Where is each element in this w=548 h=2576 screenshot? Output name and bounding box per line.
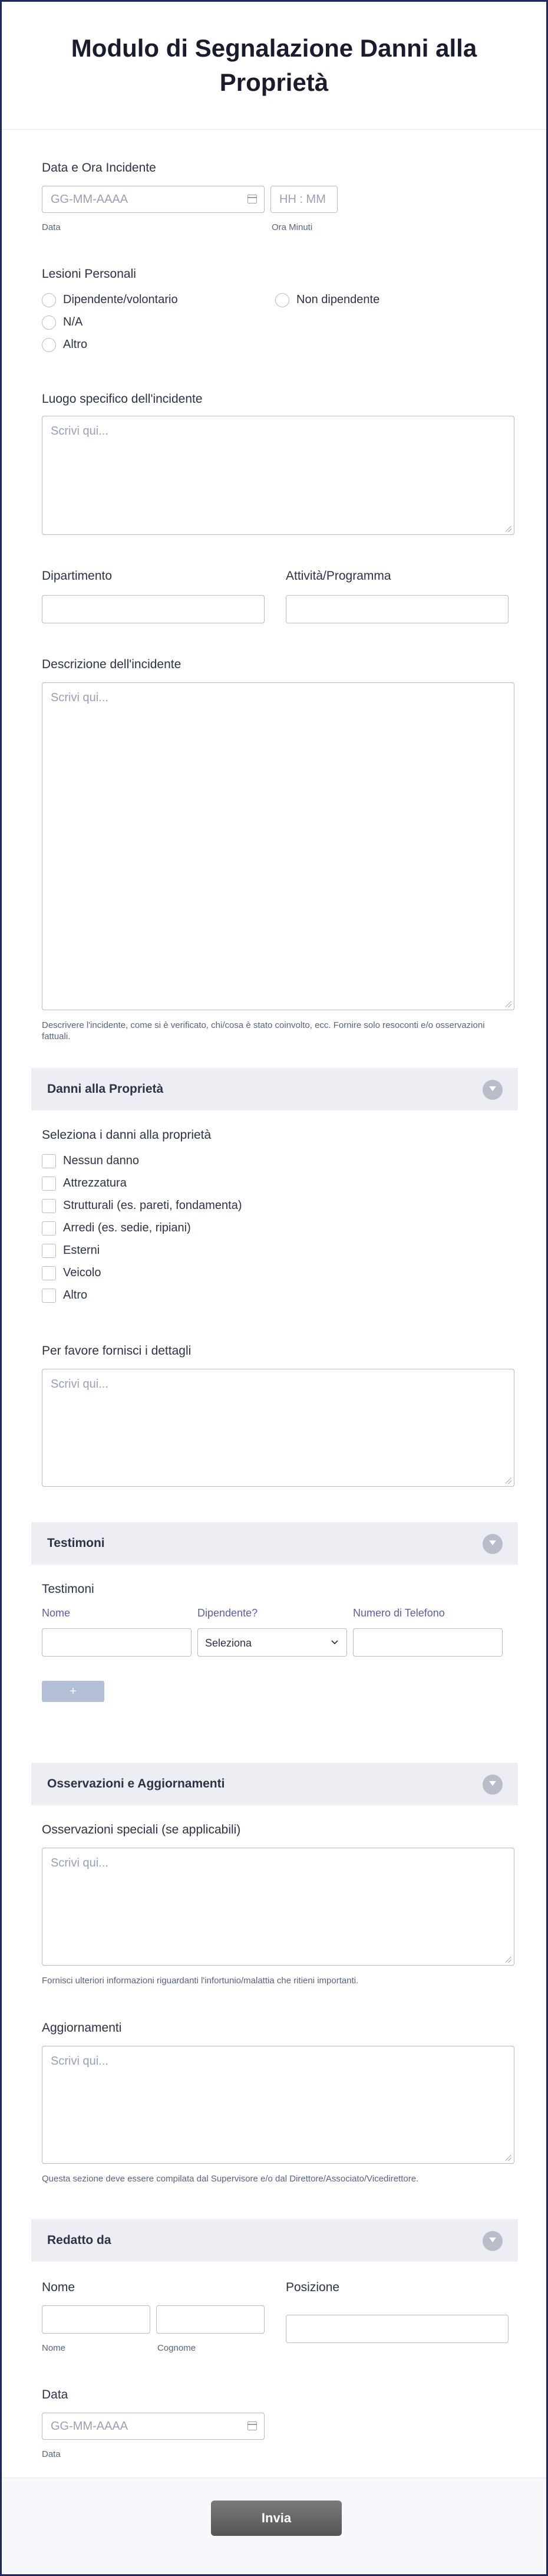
witness-col-phone: Numero di Telefono xyxy=(353,1607,445,1619)
location-label: Luogo specifico dell'incidente xyxy=(42,392,203,406)
header-divider xyxy=(2,129,546,130)
witnesses-label: Testimoni xyxy=(42,1582,94,1596)
chevron-down-icon[interactable] xyxy=(483,1775,503,1795)
checkbox-structural[interactable] xyxy=(42,1199,56,1213)
chevron-down-icon[interactable] xyxy=(483,1534,503,1554)
resize-handle[interactable] xyxy=(506,2155,511,2161)
description-help-line1: Descrivere l'incidente, come si è verificato, chi/cosa è stato coinvolto, ecc. Fornire solo resoconti e/o osservazioni xyxy=(42,1020,485,1030)
checkbox-furniture[interactable] xyxy=(42,1221,56,1236)
description-help-line2: fattuali. xyxy=(42,1031,71,1041)
checkbox-exterior[interactable] xyxy=(42,1244,56,1258)
witness-col-name: Nome xyxy=(42,1607,71,1619)
time-placeholder: HH : MM xyxy=(279,193,326,206)
section-witnesses-title: Testimoni xyxy=(47,1536,105,1550)
description-help xyxy=(42,1020,485,1042)
date-sublabel: Data xyxy=(42,222,61,232)
section-author-header[interactable] xyxy=(31,2219,518,2262)
author-last-name-input[interactable] xyxy=(156,2305,265,2334)
checkbox-other-label: Altro xyxy=(63,1289,88,1302)
witness-name-input[interactable] xyxy=(42,1628,192,1657)
page-title xyxy=(2,31,546,100)
chevron-down-icon[interactable] xyxy=(483,2231,503,2251)
section-damage-header[interactable] xyxy=(31,1068,518,1110)
witness-col-employee: Dipendente? xyxy=(197,1607,258,1619)
location-textarea[interactable] xyxy=(42,416,514,535)
radio-na[interactable] xyxy=(42,316,56,330)
resize-handle[interactable] xyxy=(506,526,511,532)
section-author-title: Redatto da xyxy=(47,2233,111,2247)
location-placeholder: Scrivi qui... xyxy=(51,425,108,438)
add-witness-button[interactable]: + xyxy=(42,1681,104,1702)
updates-placeholder: Scrivi qui... xyxy=(51,2055,108,2068)
updates-label: Aggiornamenti xyxy=(42,2021,122,2035)
radio-other-label: Altro xyxy=(63,338,88,351)
radio-employee-label: Dipendente/volontario xyxy=(63,293,178,306)
radio-other[interactable] xyxy=(42,338,56,352)
author-position-label: Posizione xyxy=(286,2281,340,2294)
witness-phone-input[interactable] xyxy=(353,1628,503,1657)
date-placeholder: GG-MM-AAAA xyxy=(51,193,128,206)
calendar-icon[interactable] xyxy=(247,195,257,203)
author-first-name-input[interactable] xyxy=(42,2305,150,2334)
damage-label: Seleziona i danni alla proprietà xyxy=(42,1128,212,1142)
notes-help: Fornisci ulteriori informazioni riguardanti l'infortunio/malattia che ritieni importanti. xyxy=(42,1976,359,1986)
checkbox-vehicle[interactable] xyxy=(42,1266,56,1280)
checkbox-no-damage-label: Nessun danno xyxy=(63,1154,139,1167)
author-last-sublabel: Cognome xyxy=(157,2343,196,2353)
page-title-line1: Modulo di Segnalazione Danni alla xyxy=(71,34,477,62)
checkbox-no-damage[interactable] xyxy=(42,1154,56,1168)
notes-placeholder: Scrivi qui... xyxy=(51,1857,108,1869)
checkbox-furniture-label: Arredi (es. sedie, ripiani) xyxy=(63,1221,191,1234)
time-sublabel: Ora Minuti xyxy=(272,222,313,232)
updates-textarea[interactable] xyxy=(42,2046,514,2164)
radio-employee[interactable] xyxy=(42,293,56,307)
resize-handle[interactable] xyxy=(506,1001,511,1007)
incident-time-input[interactable] xyxy=(270,186,338,213)
author-position-input[interactable] xyxy=(286,2315,509,2343)
page-title-line2: Proprietà xyxy=(219,68,329,96)
checkbox-vehicle-label: Veicolo xyxy=(63,1266,101,1279)
witness-select-value: Seleziona xyxy=(205,1637,252,1649)
department-label: Dipartimento xyxy=(42,569,113,583)
chevron-down-icon[interactable] xyxy=(483,1080,503,1100)
activity-label: Attività/Programma xyxy=(286,569,391,583)
author-name-label: Nome xyxy=(42,2281,75,2294)
department-input[interactable] xyxy=(42,595,265,623)
checkbox-structural-label: Strutturali (es. pareti, fondamenta) xyxy=(63,1199,242,1212)
author-date-input[interactable] xyxy=(42,2413,265,2440)
updates-help: Questa sezione deve essere compilata dal Supervisore e/o dal Direttore/Associato/Vicedirettore. xyxy=(42,2174,419,2184)
author-date-sublabel: Data xyxy=(42,2449,61,2459)
radio-non-employee[interactable] xyxy=(275,293,289,307)
radio-na-label: N/A xyxy=(63,316,83,328)
details-textarea[interactable] xyxy=(42,1369,514,1487)
notes-textarea[interactable] xyxy=(42,1848,514,1966)
section-witnesses-header[interactable] xyxy=(31,1522,518,1565)
author-first-sublabel: Nome xyxy=(42,2343,66,2353)
activity-input[interactable] xyxy=(286,595,509,623)
chevron-down-icon xyxy=(331,1640,338,1645)
witness-employee-select[interactable] xyxy=(197,1628,347,1657)
details-label: Per favore fornisci i dettagli xyxy=(42,1344,192,1358)
submit-button[interactable]: Invia xyxy=(211,2501,342,2536)
injuries-label: Lesioni Personali xyxy=(42,267,136,281)
author-date-label: Data xyxy=(42,2388,68,2401)
section-notes-title: Osservazioni e Aggiornamenti xyxy=(47,1777,225,1790)
resize-handle[interactable] xyxy=(506,1478,511,1484)
incident-date-input[interactable] xyxy=(42,186,265,213)
checkbox-other[interactable] xyxy=(42,1289,56,1303)
checkbox-equipment[interactable] xyxy=(42,1177,56,1191)
description-placeholder: Scrivi qui... xyxy=(51,691,108,704)
description-label: Descrizione dell'incidente xyxy=(42,658,181,671)
checkbox-exterior-label: Esterni xyxy=(63,1244,100,1257)
author-date-placeholder: GG-MM-AAAA xyxy=(51,2420,128,2433)
resize-handle[interactable] xyxy=(506,1957,511,1963)
section-notes-header[interactable] xyxy=(31,1763,518,1805)
radio-non-employee-label: Non dipendente xyxy=(296,293,380,306)
calendar-icon[interactable] xyxy=(247,2421,257,2430)
datetime-label: Data e Ora Incidente xyxy=(42,161,156,175)
description-textarea[interactable] xyxy=(42,682,514,1010)
checkbox-equipment-label: Attrezzatura xyxy=(63,1177,127,1190)
details-placeholder: Scrivi qui... xyxy=(51,1378,108,1391)
notes-label: Osservazioni speciali (se applicabili) xyxy=(42,1823,241,1836)
section-damage-title: Danni alla Proprietà xyxy=(47,1082,164,1096)
